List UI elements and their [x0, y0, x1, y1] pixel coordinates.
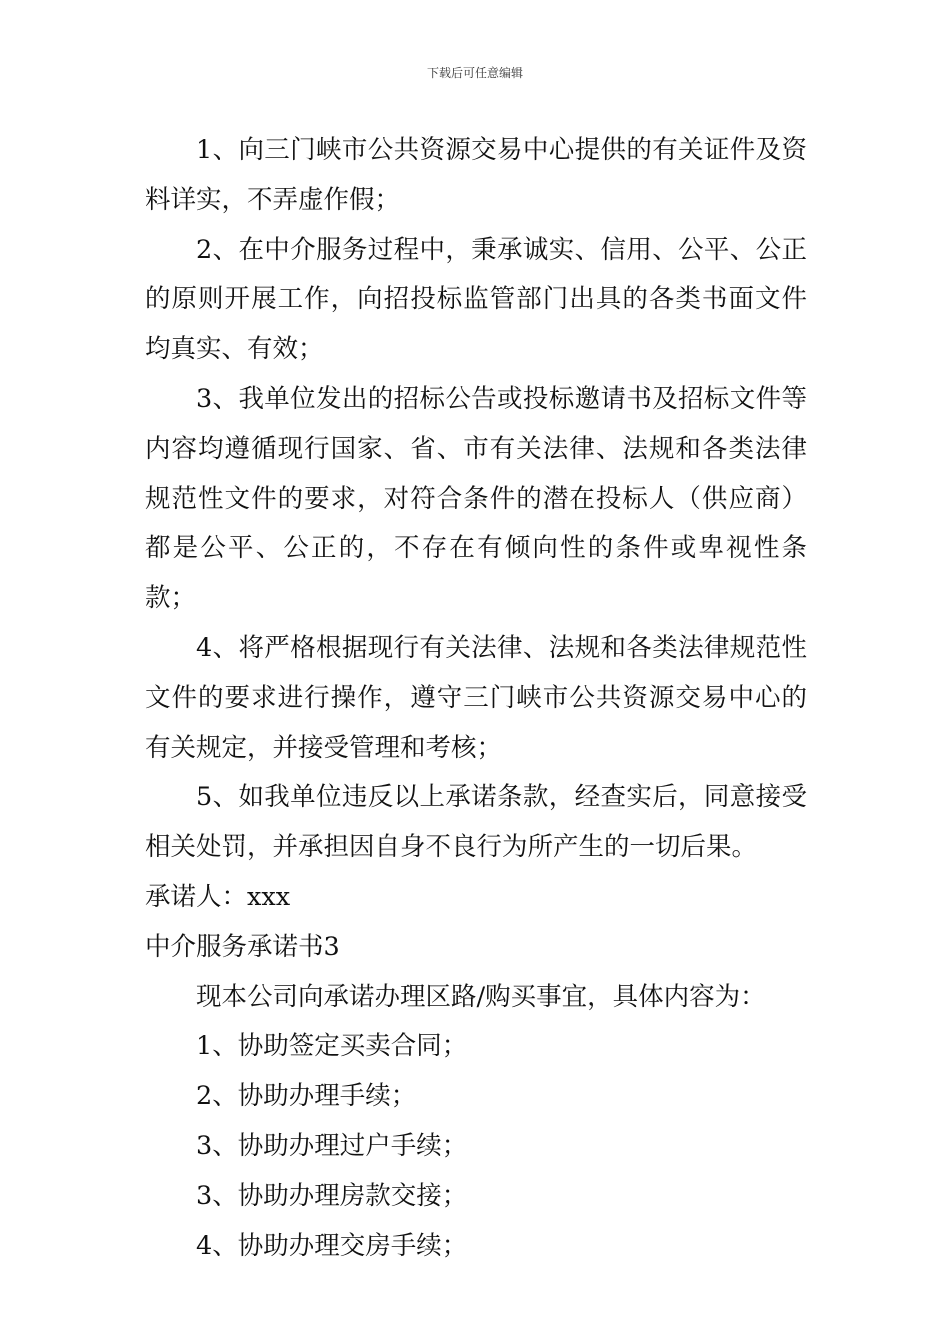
commitment-paragraph-2: 2、在中介服务过程中，秉承诚实、信用、公平、公正的原则开展工作，向招投标监管部门出具的各类书面文件均真实、有效； — [145, 234, 807, 365]
list-item: 4、协助办理交房手续； — [196, 1230, 468, 1261]
list-item: 1、协助签定买卖合同； — [196, 1031, 468, 1062]
section-title: 中介服务承诺书3 — [145, 931, 340, 962]
intro-line: 现本公司向承诺办理区路/购买事宜，具体内容为： — [196, 981, 766, 1012]
list-item: 2、协助办理手续； — [196, 1081, 417, 1112]
document-body — [145, 126, 807, 1271]
commitment-paragraph-4: 4、将严格根据现行有关法律、法规和各类法律规范性文件的要求进行操作，遵守三门峡市公共资源交易中心的有关规定，并接受管理和考核； — [145, 632, 807, 763]
commitment-paragraph-1: 1、向三门峡市公共资源交易中心提供的有关证件及资料详实，不弄虚作假； — [145, 135, 807, 215]
commitment-paragraph-3: 3、我单位发出的招标公告或投标邀请书及招标文件等内容均遵循现行国家、省、市有关法律、法规和各类法律规范性文件的要求，对符合条件的潜在投标人（供应商）都是公平、公正的，不存在有倾向性的条件或卑视性条款； — [145, 383, 807, 614]
commitment-paragraph-5: 5、如我单位违反以上承诺条款，经查实后，同意接受相关处罚，并承担因自身不良行为所产生的一切后果。 — [145, 782, 807, 863]
promisor-line: 承诺人：xxx — [145, 881, 291, 912]
list-item: 3、协助办理过户手续； — [196, 1130, 468, 1161]
list-item: 3、协助办理房款交接； — [196, 1180, 468, 1211]
page-header-note: 下载后可任意编辑 — [426, 66, 523, 80]
